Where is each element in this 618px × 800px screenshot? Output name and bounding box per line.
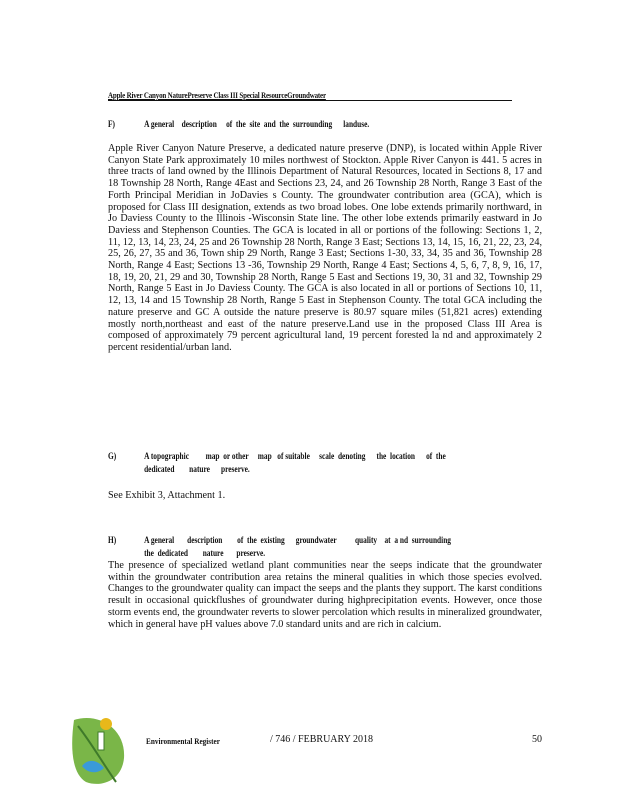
section-h-heading xyxy=(108,534,534,562)
footer-publication: Environmental Register xyxy=(146,736,220,746)
section-f-body: Apple River Canyon Nature Preserve, a dedicated nature preserve (DNP), is located within Apple River Canyon State Park approximately 10 miles northwest of Stockton. Apple River Canyon is 441. 5 acres in three tracts of land owned by the Illinois Department of Natural Resources, located in Sections 8, 17 and 18 Township 28 North, Range 4East and Sections 23, 24, and 26 Township 28 North, Range 3 East of the Forth Principal Meridian in JoDavies s County. The groundwater contribution area (GCA), which is proposed for Class III designation, extends as two broad lobes. One lobe extends primarily northward, in Jo Daviess County to the Illinois -Wisconsin State line. The other lobe extends primarily eastward in Jo Daviess and Stephenson Counties. The GCA is located in all or portions of the following: Sections 1, 2, 11, 12, 13, 14, 23, 24, 25 and 26 Township 28 North, Range 3 East; Sections 13, 14, 15, 16, 21, 22, 23, 24, 25, 26, 27, 35 and 36, Town ship 29 North, Range 3 East; Sections 1-30, 33, 34, 35 and 36, Township 28 North, Range 4 East; Sections 13 -36, Township 29 North, Range 4 East; Sections 4, 5, 6, 7, 8, 9, 16, 17, 18, 19, 20, 21, 29 and 30, Township 28 North, Range 5 East and Sections 19, 30, 31 and 32, Township 29 North, Range 5 East in Jo Daviess County. The GCA is also located in all or portions of Sections 10, 11, 12, 13, 14 and 15 Township 28 North, Range 5 East in Stephenson County. The total GCA including the nature preserve and GC A outside the nature preserve is 80.97 square miles (51,821 acres) extending mostly north,northeast and east of the nature preserve.Land use in the proposed Class III Area is composed of approximately 79 percent agricultural land, 19 percent forested la nd and approximately 2 percent residential/urban land. xyxy=(108,143,542,353)
environmental-register-logo-icon xyxy=(68,708,130,788)
footer-page-number: 50 xyxy=(532,734,542,745)
running-header: Apple River Canyon NaturePreserve Class III Special ResourceGroundwater xyxy=(108,90,326,100)
section-f-heading-text: A general description of the site and the surrounding landuse. xyxy=(144,119,370,129)
section-g-letter: G) xyxy=(108,451,117,461)
footer-issue: / 746 / FEBRUARY 2018 xyxy=(270,734,373,745)
section-f-letter: F) xyxy=(108,119,115,129)
sun-icon xyxy=(100,718,112,730)
section-g-heading xyxy=(108,450,534,478)
section-h-letter: H) xyxy=(108,535,117,545)
section-h-body: The presence of specialized wetland plant communities near the seeps indicate that the groundwater within the groundwater contribution area retains the mineral qualities in which those species evolved. Changes to the groundwater quality can impact the seeps and the plants they support. The karst conditions result in occasional quickflushes of groundwater during highprecipitation events. However, once those storm events end, the groundwater reverts to slower percolation which results in mineralized groundwater, which in general have pH values above 7.0 standard units and are rich in calcium. xyxy=(108,560,542,630)
section-g-heading-text: A topographic map or other map of suitable scale denoting the location of the dedicated nature preserve. xyxy=(144,451,446,474)
page-footer xyxy=(146,734,544,750)
section-g-body: See Exhibit 3, Attachment 1. xyxy=(108,490,226,501)
building-icon xyxy=(98,732,104,750)
section-h-heading-text: A general description of the existing groundwater quality at a nd surrounding the dedicated nature preserve. xyxy=(144,535,452,558)
header-rule xyxy=(108,100,512,101)
section-f-heading xyxy=(108,118,534,132)
